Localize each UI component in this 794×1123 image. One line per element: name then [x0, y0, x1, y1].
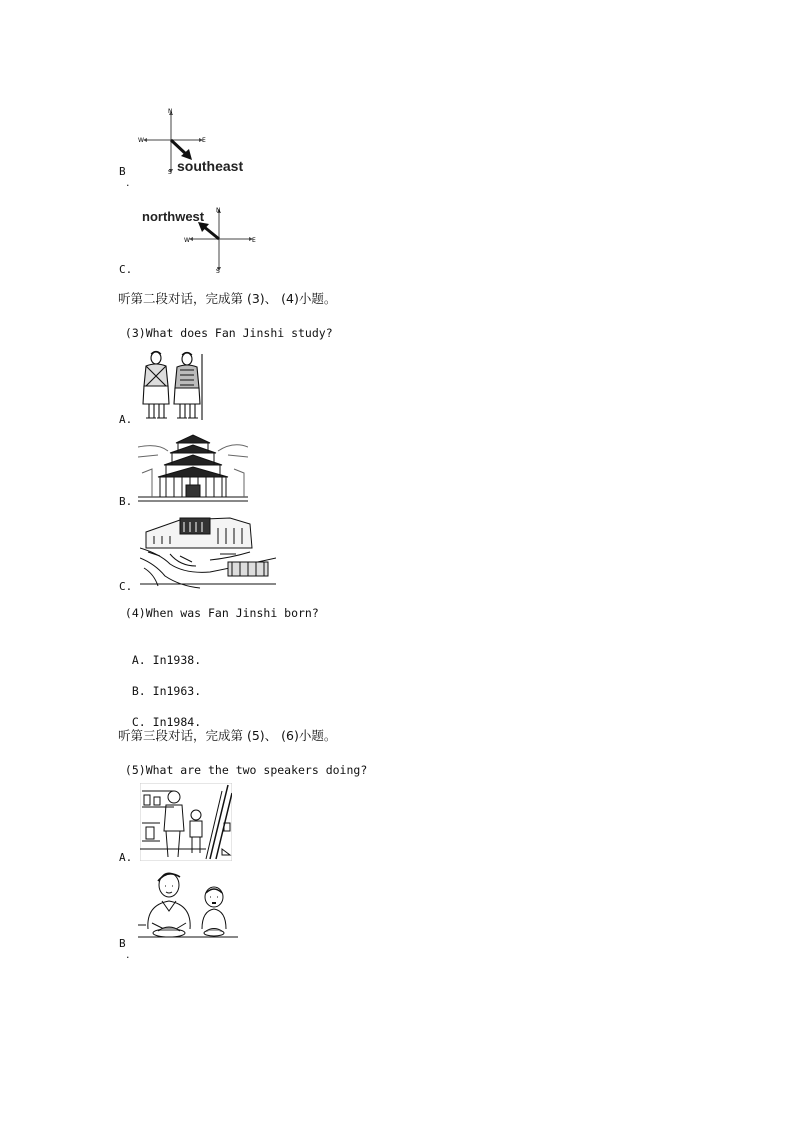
q5-option-b-dot: .	[126, 948, 130, 961]
compass-northwest-image	[140, 204, 260, 274]
option-b-label: B	[119, 165, 126, 178]
compass-direction-label: southeast	[177, 158, 244, 174]
q3-option-b[interactable]	[118, 433, 258, 513]
q5-option-b[interactable]	[118, 867, 258, 961]
compass-e: E	[252, 237, 256, 244]
option-c-northwest[interactable]	[118, 204, 268, 278]
q5-option-a[interactable]	[118, 783, 248, 865]
compass-w: W	[184, 237, 190, 244]
compass-southeast-image	[136, 104, 256, 176]
q3-option-c[interactable]	[118, 514, 278, 596]
compass-w: W	[138, 137, 144, 144]
q4-option-c[interactable]	[118, 698, 201, 730]
terracotta-warriors-image	[140, 350, 210, 422]
option-b-dot: .	[126, 176, 130, 189]
question-3-text: (3)What does Fan Jinshi study?	[118, 326, 333, 340]
section3-instruction: 听第三段对话，完成第 (5)、 (6)小题。	[118, 728, 337, 743]
section2-instruction: 听第二段对话，完成第 (3)、 (4)小题。	[118, 291, 337, 306]
eating-meal-image	[138, 867, 238, 945]
compass-s: S	[216, 268, 220, 274]
q4-option-c-text: In1984.	[152, 715, 202, 729]
q4-option-b-text: In1963.	[152, 684, 202, 698]
q5-option-a-label: A.	[119, 851, 133, 864]
q4-option-b[interactable]	[118, 667, 201, 699]
compass-s: S	[168, 169, 172, 176]
q4-option-b-label: B.	[131, 684, 146, 698]
option-c-label: C.	[119, 263, 133, 276]
q4-option-a[interactable]	[118, 636, 201, 668]
compass-direction-label: northwest	[142, 209, 205, 224]
shopping-scene-image	[140, 783, 232, 861]
q3-option-c-label: C.	[119, 580, 133, 593]
q4-option-a-label: A.	[131, 653, 146, 667]
q4-option-c-label: C.	[131, 715, 146, 729]
q3-option-b-label: B.	[119, 495, 133, 508]
question-5-text: (5)What are the two speakers doing?	[118, 763, 368, 777]
q3-option-a-label: A.	[119, 413, 133, 426]
compass-n: N	[168, 108, 173, 115]
q3-option-a[interactable]	[118, 350, 218, 430]
compass-e: E	[202, 137, 206, 144]
question-4-text: (4)When was Fan Jinshi born?	[118, 606, 319, 620]
compass-n: N	[216, 207, 221, 214]
potala-palace-image	[140, 514, 276, 590]
option-b-southeast[interactable]	[118, 104, 258, 189]
q5-option-b-label: B	[119, 937, 126, 950]
q4-option-a-text: In1938.	[152, 653, 202, 667]
mogao-grottoes-pavilion-image	[138, 433, 248, 505]
